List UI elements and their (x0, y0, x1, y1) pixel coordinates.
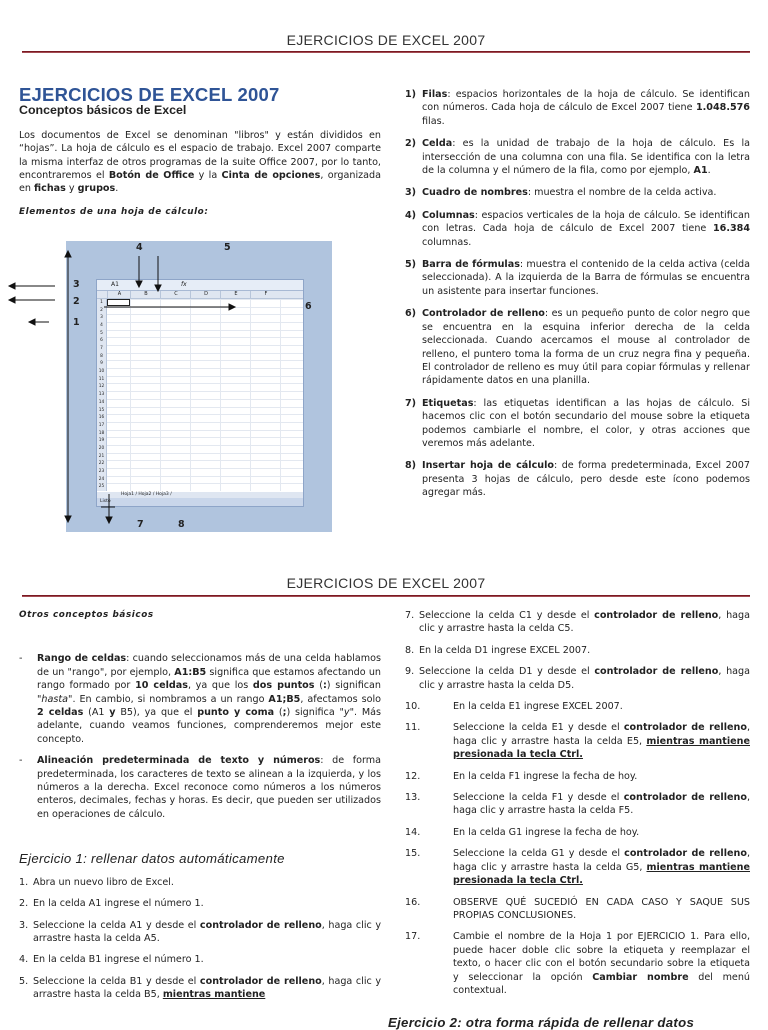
row-line (107, 453, 303, 454)
row-header: 4 (100, 323, 103, 329)
step-underline: mientras mantiene presionada la tecla Ctrl. (453, 735, 750, 761)
label-7: 7 (137, 519, 144, 530)
row-header: 8 (100, 353, 103, 359)
row-header: 5 (100, 330, 103, 336)
term-value: 16.384 (712, 223, 750, 235)
page-header-2: EJERCICIOS DE EXCEL 2007 (286, 575, 486, 591)
step-text: Seleccione la celda A1 y desde el (33, 919, 200, 931)
row-line (107, 476, 303, 477)
step-underline: mientras mantiene presionada la tecla Ctrl. (453, 861, 750, 887)
step-text: En la celda F1 ingrese la fecha de hoy. (453, 770, 638, 782)
item-number: 6) (405, 308, 417, 320)
label-4: 4 (136, 242, 143, 253)
label-6: 6 (305, 301, 312, 312)
step-bold: controlador de relleno (594, 610, 719, 621)
step-bold: controlador de relleno (199, 919, 322, 931)
definition-item (405, 258, 750, 298)
step-text-2: , haga clic y arrastre hasta la celda B5, (33, 975, 382, 1001)
sheet-tabs: Hoja1 / Hoja2 / Hoja3 / (97, 492, 303, 498)
step-number: 17. (405, 931, 421, 943)
label-1: 1 (73, 317, 80, 328)
step-underline: mientras mantiene (162, 989, 266, 1001)
item-number: 1) (405, 89, 417, 100)
step-number: 3. (19, 919, 29, 931)
item-number: 5) (405, 259, 417, 271)
column-header: F (250, 291, 281, 298)
step-number: 12. (405, 770, 421, 782)
term: Etiquetas (422, 397, 474, 409)
row-line (107, 383, 303, 384)
step-number: 11. (405, 722, 421, 734)
step-text-2: , haga clic y arrastre hasta la celda A5. (33, 919, 382, 944)
elements-heading: Elementos de una hoja de cálculo: (19, 206, 209, 217)
row-header: 14 (98, 399, 105, 405)
step-number: 5. (19, 975, 29, 987)
definition: : de forma predeterminada, Excel 2007 presenta 3 hojas de cálculo, pero desde este ícono podemos agregar más. (422, 460, 750, 499)
col-line (160, 299, 161, 491)
step-bold: controlador de relleno (624, 848, 747, 860)
row-line (107, 307, 303, 308)
steps-7-9 (405, 609, 750, 692)
row-line (107, 360, 303, 361)
formula-bar (97, 280, 303, 291)
term: Columnas (422, 209, 475, 221)
row-line (107, 460, 303, 461)
step-number: 14. (405, 826, 421, 838)
term: Insertar hoja de cálculo (422, 460, 554, 472)
other-concepts-heading: Otros conceptos básicos (19, 610, 154, 620)
row-line (107, 376, 303, 377)
row-line (107, 414, 303, 415)
step-text: Seleccione la celda B1 y desde el (33, 975, 200, 987)
step-text: OBSERVE QUÉ SUCEDIÓ EN CADA CASO Y SAQUE SUS PROPIAS CONCLUSIONES. (453, 896, 750, 921)
definition-item (405, 397, 750, 451)
col-line (190, 299, 191, 491)
row-line (107, 437, 303, 438)
col-line (220, 299, 221, 491)
col-line (280, 299, 281, 491)
row-header: 7 (100, 346, 103, 352)
definition: : es la unidad de trabajo de la hoja de cálculo. Es la intersección de una columna con una fila. Se identifica con la letra de la columna y el número de la fila, como por ejemplo, (422, 138, 750, 177)
step-item (405, 609, 750, 636)
step-text: Abra un nuevo libro de Excel. (33, 876, 174, 888)
step-item (19, 919, 381, 946)
fx-icon: fx (181, 281, 187, 288)
other-concepts-column (19, 609, 381, 1002)
row-line (107, 468, 303, 469)
definition: : las etiquetas identifican a las hojas de cálculo. Si hacemos clic con el botón secundario del mouse sobre la etiqueta podemos cambiarle el nombre, el color, y otras acciones que veremos más adelante. (422, 397, 750, 449)
step-text: En la celda G1 ingrese la fecha de hoy. (453, 826, 640, 838)
exercise-1-title: Ejercicio 1: rellenar datos automáticamente (19, 851, 285, 867)
row-header: 1 (100, 300, 103, 305)
item-number: 8) (405, 460, 417, 472)
step-number: 7. (405, 610, 415, 621)
step-item (405, 721, 750, 761)
row-header: 22 (98, 461, 105, 467)
row-line (107, 407, 303, 408)
row-header: 19 (98, 438, 105, 444)
name-box: A1 (111, 281, 119, 288)
step-bold: controlador de relleno (623, 792, 747, 804)
item-number: 3) (405, 187, 417, 199)
term: Filas (422, 89, 448, 100)
step-bold: Cambiar nombre (592, 971, 689, 983)
step-item (405, 665, 750, 692)
row-line (107, 353, 303, 354)
step-text-2: , haga clic y arrastre hasta la celda G5, (453, 848, 750, 873)
step-item (19, 876, 381, 889)
definition-item (405, 186, 750, 199)
sheet-window (96, 279, 304, 507)
row-header: 13 (98, 392, 105, 398)
label-3: 3 (73, 279, 80, 290)
row-header: 6 (100, 338, 103, 344)
header-rule-2 (22, 595, 750, 597)
step-text-2: del menú contextual. (453, 971, 750, 996)
term-value: A1 (693, 165, 708, 177)
step-number: 16. (405, 896, 421, 908)
step-item (19, 975, 381, 1002)
term: Celda (422, 138, 453, 150)
column-header: E (220, 291, 251, 298)
term: Controlador de relleno (422, 308, 545, 320)
exercise-1-continued (405, 609, 750, 997)
step-bold: controlador de relleno (199, 975, 322, 987)
row-header: 3 (100, 315, 103, 321)
step-text: Seleccione la celda F1 y desde el (453, 792, 624, 804)
label-5: 5 (224, 242, 231, 253)
row-line (107, 483, 303, 484)
step-text: Seleccione la celda G1 y desde el (453, 848, 625, 860)
intro-column (19, 84, 382, 219)
definition: : espacios verticales de la hoja de cálculo. Se identifican con letras. Cada hoja de cálculo de Excel 2007 tiene (422, 209, 750, 235)
arrow-head (9, 297, 15, 303)
row-line (107, 299, 303, 300)
concepts-list (19, 652, 381, 821)
row-line (107, 314, 303, 315)
active-cell (107, 299, 130, 306)
term: Cuadro de nombres (422, 187, 528, 199)
row-line (107, 322, 303, 323)
row-header: 18 (98, 430, 105, 436)
item-number: 2) (405, 138, 417, 150)
row-headers (97, 299, 107, 491)
row-header: 11 (98, 376, 105, 382)
row-line (107, 337, 303, 338)
row-header: 16 (98, 415, 105, 421)
doc-subtitle: Conceptos básicos de Excel (19, 103, 187, 118)
step-number: 4. (19, 954, 29, 966)
row-header: 2 (100, 307, 103, 313)
step-number: 10. (405, 701, 421, 713)
page-header-1: EJERCICIOS DE EXCEL 2007 (286, 32, 486, 48)
row-header: 17 (98, 422, 105, 428)
excel-screenshot (66, 241, 332, 532)
definition: : muestra el nombre de la celda activa. (527, 187, 717, 199)
step-item (19, 897, 381, 910)
step-item (405, 791, 750, 818)
step-text: En la celda A1 ingrese el número 1. (33, 898, 204, 910)
definition-item (405, 307, 750, 387)
status-bar: Listo (97, 498, 303, 506)
column-header: D (190, 291, 221, 298)
definition-end: filas. (422, 115, 445, 127)
step-text-2: , haga clic y arrastre hasta la celda F5. (453, 792, 751, 817)
concept-range: - Rango de celdas: cuando seleccionamos más de una celda hablamos de un "rango", por ejemplo, A1:B5 significa que estamos afectando un rango formado por 10 celdas, ya que los dos puntos (:) significan "hasta". En cambio, si nombramos a un rango A1;B5, afectamos solo 2 celdas (A1 y B5), ya que el punto y coma (;) significa "y". Más adelante, cuando veamos funciones, comprenderemos mejor este concepto. (19, 653, 382, 745)
step-item (405, 644, 750, 657)
concept-alignment: - Alineación predeterminada de texto y números: de forma predeterminada, los caracteres de texto se alinean a la izquierda, y los números a la derecha. Excel reconoce como números a los números enteros, decimales, fechas y horas. Es decir, que pueden ser utilizados en operaciones de cálculo. (19, 755, 381, 820)
definition-item (405, 137, 750, 177)
doc-title: EJERCICIOS DE EXCEL 2007 (19, 84, 280, 105)
step-text: Seleccione la celda D1 y desde el (419, 666, 595, 678)
row-line (107, 330, 303, 331)
step-text: En la celda D1 ingrese EXCEL 2007. (419, 644, 591, 656)
item-number: 4) (405, 209, 417, 221)
row-header: 21 (98, 453, 105, 459)
row-line (107, 399, 303, 400)
step-number: 1. (19, 876, 29, 888)
step-text: En la celda B1 ingrese el número 1. (33, 954, 204, 966)
step-number: 13. (405, 792, 421, 804)
definition-item (405, 459, 750, 499)
row-line (107, 345, 303, 346)
column-headers (97, 291, 303, 299)
step-item (405, 930, 750, 997)
step-number: 9. (405, 666, 415, 678)
step-number: 2. (19, 898, 29, 910)
step-item (405, 826, 750, 839)
row-header: 12 (98, 384, 105, 390)
step-bold: controlador de relleno (594, 666, 719, 678)
row-header: 10 (98, 369, 105, 375)
step-text-2: , haga clic y arrastre hasta la celda D5. (419, 666, 751, 691)
col-line (250, 299, 251, 491)
column-header: C (160, 291, 191, 298)
step-number: 8. (405, 644, 415, 656)
row-header: 20 (98, 445, 105, 451)
step-item (405, 847, 750, 887)
label-8: 8 (178, 519, 185, 530)
label-2: 2 (73, 296, 80, 307)
row-header: 24 (98, 476, 105, 482)
intro-paragraph: Los documentos de Excel se denominan "libros" y están divididos en “hojas”. La hoja de cálculo es el espacio de trabajo. Excel 2007 comparte la misma interfaz de otros programas de la suite Office 2007, por lo tanto, encontraremos el Botón de Office y la Cinta de opciones, organizada en fichas y grupos. (19, 129, 382, 195)
step-text-2: , haga clic y arrastre hasta la celda C5. (419, 610, 750, 635)
header-rule-1 (22, 51, 750, 53)
step-text: En la celda E1 ingrese EXCEL 2007. (453, 701, 623, 713)
step-item (405, 896, 750, 923)
row-header: 9 (100, 361, 103, 367)
item-number: 7) (405, 397, 417, 409)
row-header: 23 (98, 468, 105, 474)
term-value: 1.048.576 (695, 102, 750, 114)
term: Barra de fórmulas (422, 259, 520, 271)
row-line (107, 391, 303, 392)
definition-end: . (707, 165, 711, 177)
definition-item (405, 88, 750, 128)
step-item (19, 953, 381, 966)
column-header: A (107, 291, 131, 298)
arrow-head (9, 283, 15, 289)
definition: : es un pequeño punto de color negro que se encuentra en la esquina inferior derecha de la celda seleccionada. Cuando acercamos el mouse al controlador de relleno, el puntero toma la forma de un cruz negra fina y pequeña. El controlador de relleno es muy útil para copiar fórmulas y rellenar rápidamente datos en una planilla. (422, 308, 750, 387)
step-item (405, 700, 750, 713)
step-text: Seleccione la celda E1 y desde el (453, 722, 624, 734)
row-line (107, 422, 303, 423)
step-text: Cambie el nombre de la Hoja 1 por EJERCICIO 1. Para ello, puede hacer doble clic sobre la etiqueta y reemplazar el texto, o hacer clic con el botón secundario sobre la etiqueta y seleccionar la opción (453, 931, 750, 983)
step-bold: controlador de relleno (623, 722, 747, 734)
exercise-1-steps (19, 876, 381, 1002)
definitions-list (405, 88, 750, 500)
row-line (107, 445, 303, 446)
definition: : muestra el contenido de la celda activa (celda seleccionada). A la izquierda de la Barra de fórmulas se encuentra un asistente para insertar funciones. (422, 259, 751, 297)
row-line (107, 368, 303, 369)
cell-grid (107, 299, 303, 491)
step-text-2: , haga clic y arrastre hasta la celda E5, (453, 722, 750, 747)
row-header: 15 (98, 407, 105, 413)
col-line (130, 299, 131, 491)
definition-item (405, 209, 750, 249)
step-number: 15. (405, 848, 421, 860)
row-header: 25 (98, 484, 105, 490)
definition: : espacios horizontales de la hoja de cálculo. Se identifican con números. Cada hoja de cálculo de Excel 2007 tiene (422, 89, 750, 114)
exercise-2-title: Ejercicio 2: otra forma rápida de rellenar datos (388, 1015, 695, 1030)
definition-end: columnas. (422, 236, 472, 248)
steps-10-17 (405, 700, 750, 997)
column-header: B (130, 291, 161, 298)
step-text: Seleccione la celda C1 y desde el (419, 610, 595, 621)
arrow-head (29, 319, 35, 325)
row-line (107, 430, 303, 431)
step-item (405, 770, 750, 783)
